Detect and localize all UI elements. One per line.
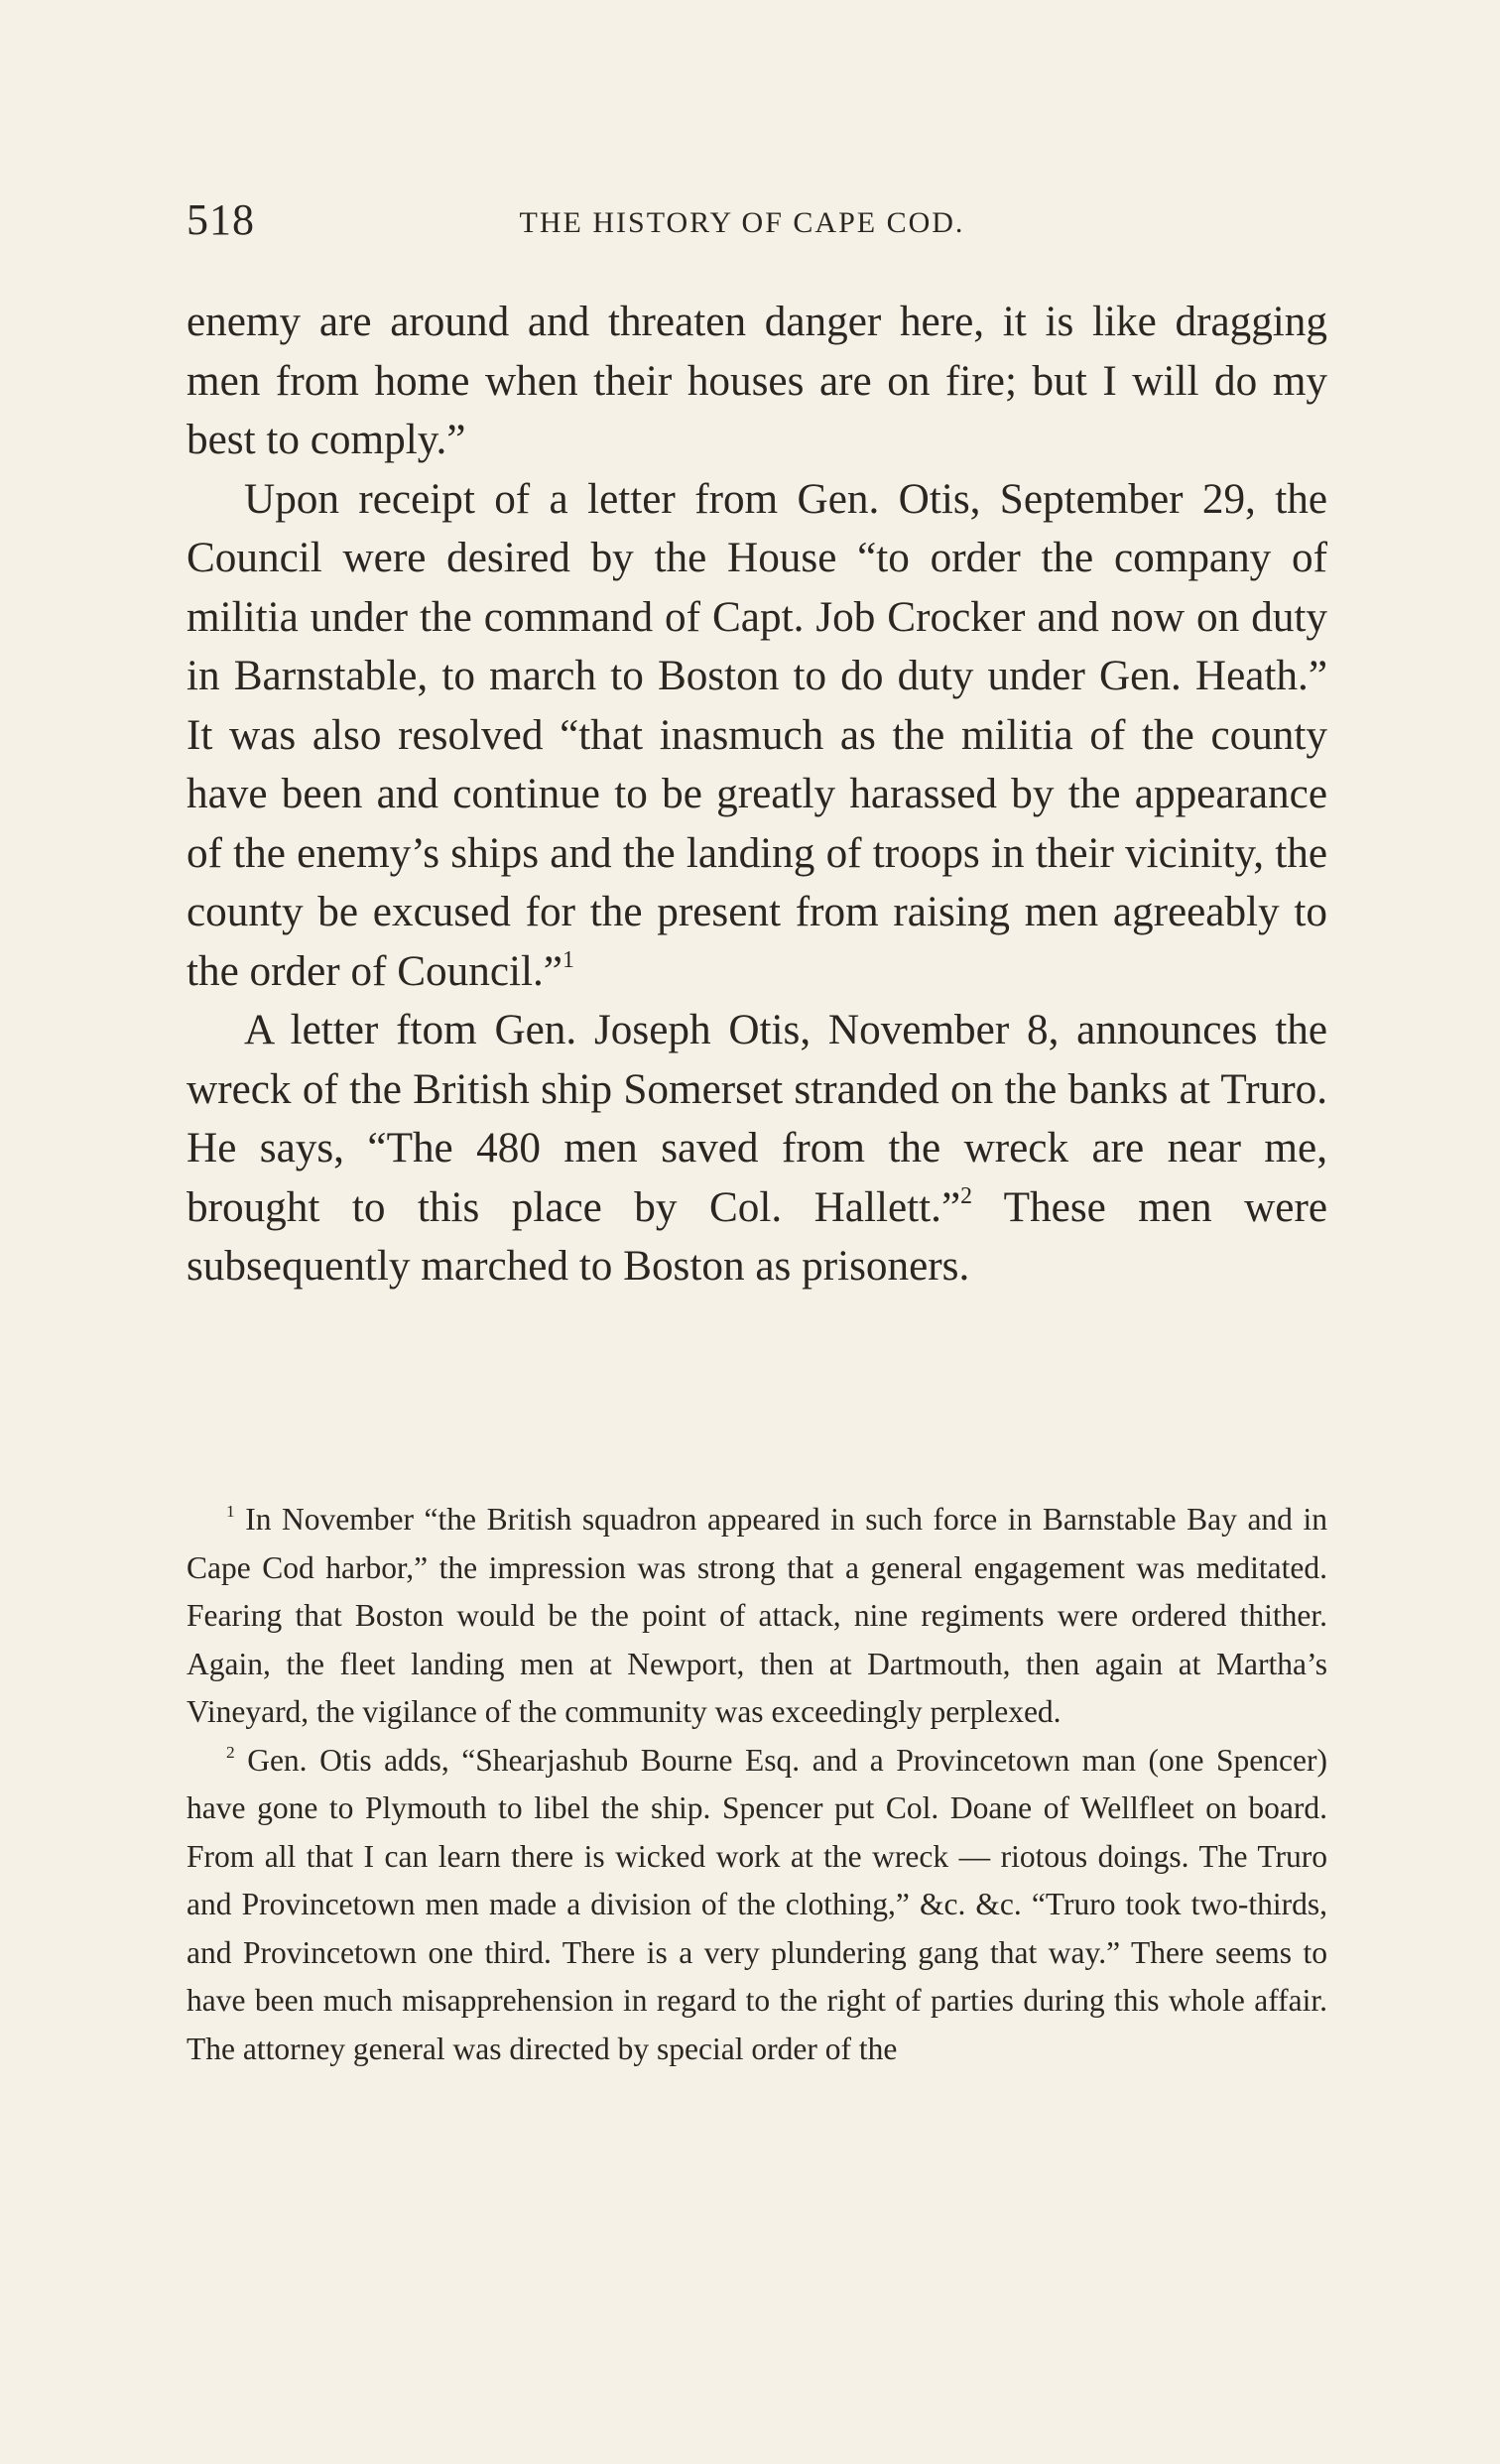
running-title: THE HISTORY OF CAPE COD.	[519, 206, 965, 239]
paragraph-text: A letter ftom Gen. Joseph Otis, November 8, announces the wreck of the British ship Somerset stranded on the banks at Truro. He says, “The 480 men saved from the wreck are near me, brought to this place by Col. Hallett.”	[187, 1007, 1327, 1231]
footnote-ref-2: 2	[960, 1182, 972, 1209]
footnote-marker: 1	[226, 1502, 235, 1522]
paragraph-council	[187, 470, 1327, 1002]
footnote-2	[187, 1737, 1327, 2074]
paragraph-somerset	[187, 1001, 1327, 1296]
footnote-text: Gen. Otis adds, “Shearjashub Bourne Esq. and a Provincetown man (one Spencer) have gone to Plymouth to libel the ship. Spencer put Col. Doane of Wellfleet on board. From all that I can learn there is wicked work at the wreck — riotous doings. The Truro and Provincetown men made a division of the clothing,” &c. &c. “Truro took two-thirds, and Provincetown one third. There is a very plundering gang that way.” There seems to have been much misapprehension in regard to the right of parties during this whole affair. The attorney general was directed by special order of the	[187, 1742, 1327, 2066]
footnote-marker: 2	[226, 1742, 235, 1762]
paragraph-text: Upon receipt of a letter from Gen. Otis, September 29, the Council were desired by the House “to order the company of militia under the command of Capt. Job Crocker and now on duty in Barnstable, to march to Boston to do duty under Gen. Heath.” It was also resolved “that inasmuch as the militia of the county have been and continue to be greatly harassed by the appearance of the enemy’s ships and the landing of troops in their vicinity, the county be excused for the present from raising men agreeably to the order of Council.”	[187, 475, 1327, 995]
page-header	[187, 194, 1327, 254]
page-number: 518	[187, 195, 255, 244]
footnotes	[187, 1496, 1327, 2073]
main-text	[187, 293, 1327, 1296]
footnote-ref-1: 1	[562, 946, 574, 973]
footnote-text: In November “the British squadron appeared in such force in Barnstable Bay and in Cape Cod harbor,” the impression was strong that a general engagement was meditated. Fearing that Boston would be the point of attack, nine regiments were ordered thither. Again, the fleet landing men at Newport, then at Dartmouth, then again at Martha’s Vineyard, the vigilance of the community was exceedingly perplexed.	[187, 1502, 1327, 1729]
footnote-1	[187, 1496, 1327, 1737]
paragraph-continued: enemy are around and threaten danger here, it is like dragging men from home when their houses are on fire; but I will do my best to comply.”	[187, 299, 1327, 463]
paragraph-text: These men were subsequently marched to Boston as prisoners.	[187, 1183, 1328, 1290]
